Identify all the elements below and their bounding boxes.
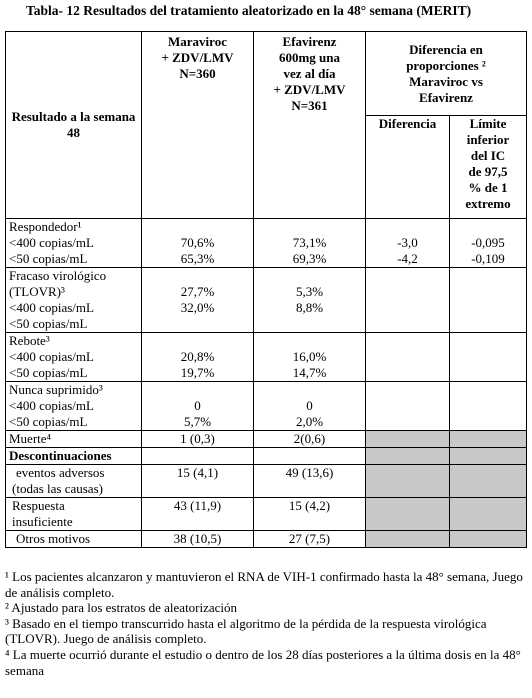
- cell-efavirenz-line: 69,3%: [292, 251, 327, 266]
- cell-efavirenz: [254, 268, 366, 333]
- cell-limite: [450, 531, 527, 548]
- cell-maraviroc-line: [145, 333, 250, 349]
- header-maraviroc: [142, 32, 254, 219]
- cell-diferencia-line: [369, 300, 446, 316]
- cell-diferencia: [366, 268, 450, 333]
- cell-efavirenz: [254, 219, 366, 268]
- table-body: [6, 219, 527, 548]
- footnote: ¹ Los pacientes alcanzaron y mantuvieron el RNA de VIH-1 confirmado hasta la 48° semana, Juego de análisis completo.: [5, 569, 523, 600]
- header-diff-line: Maraviroc vs: [409, 73, 483, 89]
- cell-maraviroc-line: 19,7%: [180, 365, 215, 380]
- cell-limite-line: [453, 219, 523, 235]
- cell-maraviroc-line: 20,8%: [180, 349, 215, 364]
- table-row: [6, 382, 527, 431]
- row-label-line: Muerte⁴: [9, 431, 52, 446]
- cell-limite: [450, 431, 527, 448]
- cell-diferencia-line: [369, 349, 446, 365]
- header-efavirenz: [254, 32, 366, 219]
- cell-limite-line: [453, 349, 523, 365]
- row-label: [6, 465, 142, 498]
- row-label: [6, 268, 142, 333]
- table-row: [6, 431, 527, 448]
- cell-diferencia-line: [369, 316, 446, 332]
- header-difference: [366, 32, 527, 116]
- subheader-limite-line: de 97,5: [468, 164, 508, 179]
- cell-maraviroc-line: [145, 219, 250, 235]
- cell-efavirenz-line: [257, 514, 362, 530]
- cell-maraviroc: [142, 531, 254, 548]
- row-label-line: Respondedor¹: [9, 219, 82, 234]
- header-efv-line: vez al día: [283, 66, 336, 81]
- cell-maraviroc-line: [145, 481, 250, 497]
- row-label-line: <50 copias/mL: [9, 251, 88, 266]
- subheader-limite-line: extremo: [465, 196, 511, 211]
- cell-efavirenz-line: 27 (7,5): [288, 531, 331, 546]
- header-diff-line: Efavirenz: [419, 89, 473, 105]
- table-title: Tabla- 12 Resultados del tratamiento aleatorizado en la 48° semana (MERIT): [26, 3, 472, 18]
- cell-efavirenz-line: [257, 382, 362, 398]
- row-label-line: <400 copias/mL: [9, 349, 94, 364]
- row-label: [6, 431, 142, 448]
- results-table: [5, 31, 527, 548]
- cell-diferencia-line: [369, 414, 446, 430]
- cell-limite-line: [453, 382, 523, 398]
- row-label: [6, 333, 142, 382]
- cell-maraviroc-line: 43 (11,9): [173, 498, 222, 513]
- cell-diferencia: [366, 498, 450, 531]
- cell-maraviroc-line: [145, 382, 250, 398]
- cell-maraviroc: [142, 448, 254, 465]
- cell-diferencia-line: [369, 333, 446, 349]
- header-row: [6, 32, 527, 116]
- header-result-text: Resultado a la semana 48: [11, 109, 136, 140]
- row-label: [6, 382, 142, 431]
- cell-diferencia-line: [369, 365, 446, 381]
- cell-maraviroc-line: 0: [194, 398, 201, 413]
- cell-limite-line: [453, 316, 523, 332]
- cell-limite-line: [453, 398, 523, 414]
- cell-maraviroc-line: 65,3%: [180, 251, 215, 266]
- row-label-line: <50 copias/mL: [9, 365, 88, 380]
- cell-efavirenz: [254, 431, 366, 448]
- cell-efavirenz: [254, 382, 366, 431]
- cell-diferencia-line: -4,2: [397, 251, 418, 266]
- cell-limite: [450, 219, 527, 268]
- cell-diferencia-line: -3,0: [397, 235, 418, 250]
- row-label-line: Rebote³: [9, 333, 50, 348]
- cell-maraviroc-line: 1 (0,3): [180, 431, 215, 446]
- cell-limite: [450, 382, 527, 431]
- row-label-line: eventos adversos: [16, 465, 105, 480]
- cell-efavirenz-line: [257, 268, 362, 284]
- row-label-line: Otros motivos: [16, 531, 91, 546]
- cell-diferencia-line: [369, 382, 446, 398]
- row-label-line: <50 copias/mL: [9, 316, 88, 331]
- table-row: [6, 531, 527, 548]
- cell-efavirenz-line: 8,8%: [295, 300, 324, 315]
- cell-efavirenz-line: 14,7%: [292, 365, 327, 380]
- header-efv-line: N=361: [291, 98, 328, 113]
- row-label-line: Descontinuaciones: [9, 448, 112, 463]
- cell-efavirenz-line: 73,1%: [292, 235, 327, 250]
- footnote: ⁴ La muerte ocurrió durante el estudio o dentro de los 28 días posteriores a la última dosis en la 48° semana: [5, 646, 521, 678]
- footnote: ³ Basado en el tiempo transcurrido hasta el algoritmo de la pérdida de la respuesta virológica (TLOVR). Juego de análisis completo.: [5, 615, 487, 647]
- cell-limite-line: [453, 365, 523, 381]
- cell-diferencia: [366, 531, 450, 548]
- cell-diferencia-line: [369, 284, 446, 300]
- footnotes: [5, 569, 530, 678]
- cell-limite: [450, 333, 527, 382]
- row-label-line: (TLOVR)³: [9, 284, 65, 299]
- cell-efavirenz-line: 2(0,6): [293, 431, 326, 446]
- header-result: [6, 32, 142, 219]
- header-diff-line: proporciones ²: [406, 57, 486, 73]
- header-efv-line: + ZDV/LMV: [273, 82, 346, 97]
- cell-limite-line: -0,095: [471, 235, 505, 250]
- cell-limite-line: -0,109: [471, 251, 505, 266]
- cell-efavirenz-line: 2,0%: [295, 414, 324, 429]
- row-label-line: Respuesta: [12, 498, 65, 513]
- row-label-line: insuficiente: [12, 514, 73, 529]
- cell-limite: [450, 465, 527, 498]
- cell-diferencia-line: [369, 268, 446, 284]
- subheader-limite-line: Límite: [469, 116, 507, 131]
- subheader-limite-line: del IC: [470, 148, 506, 163]
- cell-diferencia-line: [369, 219, 446, 235]
- cell-limite: [450, 448, 527, 465]
- cell-diferencia: [366, 431, 450, 448]
- row-label-line: <400 copias/mL: [9, 300, 94, 315]
- row-label: [6, 498, 142, 531]
- row-label: [6, 219, 142, 268]
- table-row: [6, 448, 527, 465]
- subheader-diferencia-text: Diferencia: [378, 116, 437, 131]
- cell-efavirenz-line: 16,0%: [292, 349, 327, 364]
- cell-limite-line: [453, 414, 523, 430]
- footnote: ² Ajustado para los estratos de aleatorización: [5, 600, 238, 616]
- cell-maraviroc-line: [145, 316, 250, 332]
- cell-limite-line: [453, 284, 523, 300]
- table-row: [6, 333, 527, 382]
- subheader-limite-line: % de 1: [468, 180, 508, 195]
- row-label-line: Fracaso virológico: [9, 268, 107, 283]
- cell-diferencia: [366, 382, 450, 431]
- cell-diferencia: [366, 448, 450, 465]
- cell-maraviroc-line: [145, 514, 250, 530]
- row-label-line: (todas las causas): [12, 481, 103, 496]
- row-label-line: <400 copias/mL: [9, 398, 94, 413]
- row-label-line: <400 copias/mL: [9, 235, 94, 250]
- table-row: [6, 465, 527, 498]
- row-label-line: <50 copias/mL: [9, 414, 88, 429]
- cell-limite: [450, 268, 527, 333]
- cell-limite-line: [453, 300, 523, 316]
- row-label: [6, 531, 142, 548]
- cell-maraviroc: [142, 382, 254, 431]
- cell-efavirenz-line: [257, 316, 362, 332]
- cell-maraviroc-line: 32,0%: [180, 300, 215, 315]
- cell-maraviroc-line: 5,7%: [183, 414, 212, 429]
- row-label-line: Nunca suprimido³: [9, 382, 103, 397]
- cell-maraviroc: [142, 498, 254, 531]
- cell-limite: [450, 498, 527, 531]
- header-efv-line: 600mg una: [278, 50, 341, 65]
- cell-efavirenz: [254, 448, 366, 465]
- cell-diferencia-line: [369, 398, 446, 414]
- cell-maraviroc: [142, 465, 254, 498]
- cell-maraviroc-line: 27,7%: [180, 284, 215, 299]
- cell-efavirenz-line: 5,3%: [295, 284, 324, 299]
- cell-efavirenz: [254, 465, 366, 498]
- header-mvc-line: Maraviroc: [168, 34, 227, 49]
- cell-efavirenz-line: 0: [306, 398, 313, 413]
- cell-efavirenz-line: 15 (4,2): [288, 498, 331, 513]
- header-efv-line: Efavirenz: [282, 34, 337, 49]
- header-mvc-line: + ZDV/LMV: [161, 50, 234, 65]
- cell-efavirenz-line: [257, 481, 362, 497]
- cell-maraviroc-line: 70,6%: [180, 235, 215, 250]
- cell-maraviroc: [142, 431, 254, 448]
- header-mvc-line: N=360: [179, 66, 216, 81]
- cell-limite-line: [453, 333, 523, 349]
- cell-efavirenz: [254, 498, 366, 531]
- cell-maraviroc-line: 15 (4,1): [176, 465, 219, 480]
- cell-efavirenz: [254, 531, 366, 548]
- cell-efavirenz-line: [257, 333, 362, 349]
- cell-limite-line: [453, 268, 523, 284]
- cell-diferencia: [366, 219, 450, 268]
- cell-diferencia: [366, 333, 450, 382]
- cell-diferencia: [366, 465, 450, 498]
- row-label: [6, 448, 142, 465]
- cell-maraviroc-line: [145, 448, 250, 464]
- cell-efavirenz-line: 49 (13,6): [285, 465, 334, 480]
- cell-efavirenz: [254, 333, 366, 382]
- cell-maraviroc-line: 38 (10,5): [173, 531, 222, 546]
- cell-maraviroc: [142, 219, 254, 268]
- table-row: [6, 268, 527, 333]
- subheader-limite-line: inferior: [466, 132, 510, 147]
- cell-efavirenz-line: [257, 219, 362, 235]
- table-row: [6, 219, 527, 268]
- cell-efavirenz-line: [257, 448, 362, 464]
- cell-maraviroc: [142, 333, 254, 382]
- table-row: [6, 498, 527, 531]
- subheader-limite: [450, 116, 527, 219]
- cell-maraviroc: [142, 268, 254, 333]
- header-diff-line: Diferencia en: [409, 41, 483, 57]
- cell-maraviroc-line: [145, 268, 250, 284]
- subheader-diferencia: [366, 116, 450, 219]
